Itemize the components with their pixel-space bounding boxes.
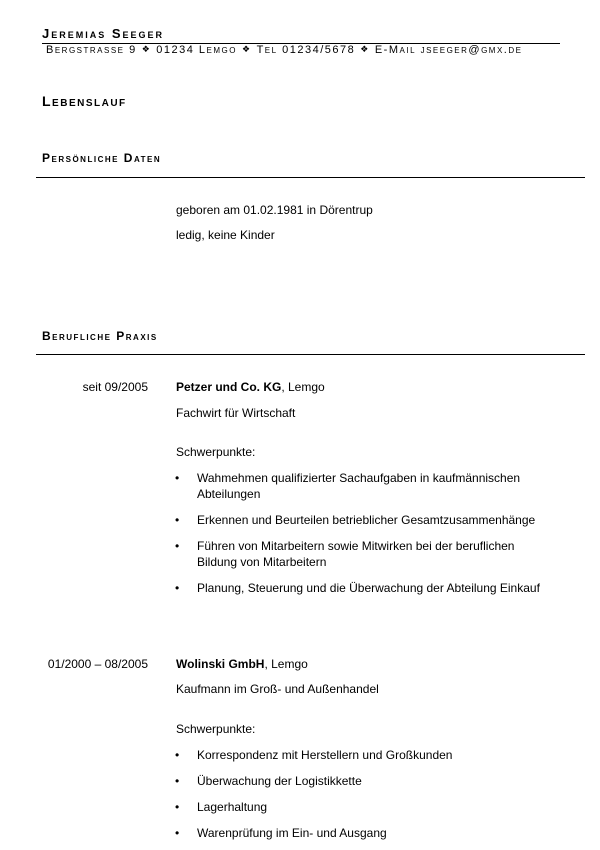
focus-item: Wahmehmen qualifizierter Sachaufgaben in kaufmännischen Abteilungen (197, 471, 521, 501)
contact-city: 01234 Lemgo (156, 44, 237, 56)
bullet-icon: • (175, 471, 180, 485)
bullet-icon: • (175, 748, 180, 762)
separator-icon: ❖ (242, 44, 252, 54)
bullet-icon: • (175, 774, 180, 788)
family-status: ledig, keine Kinder (176, 228, 275, 242)
focus-label: Schwerpunkte: (176, 722, 256, 736)
entry-location: , Lemgo (264, 657, 308, 671)
bullet-icon: • (175, 539, 180, 553)
entry-role: Kaufmann im Groß- und Außenhandel (176, 682, 379, 696)
focus-item: Warenprüfung im Ein- und Ausgang (197, 826, 387, 840)
contact-street: Bergstrasse 9 (46, 44, 137, 56)
entry-location: , Lemgo (281, 380, 325, 394)
focus-item: Lagerhaltung (197, 800, 268, 814)
focus-item: Korrespondenz mit Herstellern und Großkunden (197, 748, 453, 762)
entry-date: seit 09/2005 (82, 380, 148, 394)
entry-employer (176, 379, 325, 395)
applicant-name: Jeremias Seeger (42, 26, 165, 41)
separator-icon: ❖ (360, 44, 370, 54)
focus-item: Überwachung der Logistikkette (197, 774, 362, 788)
focus-label: Schwerpunkte: (176, 445, 256, 459)
bullet-icon: • (175, 513, 180, 527)
section-title-practice: Berufliche Praxis (42, 329, 158, 343)
bullet-icon: • (175, 800, 180, 814)
contact-email: E-Mail jseeger@gmx.de (374, 44, 523, 56)
contact-phone: Tel 01234/5678 (256, 44, 356, 56)
entry-employer (176, 656, 308, 672)
bullet-icon: • (175, 826, 180, 840)
entry-company: Wolinski GmbH (176, 657, 265, 671)
section-title-personal: Persönliche Daten (42, 151, 162, 165)
section-rule (36, 177, 585, 178)
birth-info: geboren am 01.02.1981 in Dörentrup (176, 203, 373, 217)
contact-line (46, 44, 522, 56)
separator-icon: ❖ (141, 44, 152, 54)
focus-item: Führen von Mitarbeitern sowie Mitwirken bei der beruflichen Bildung von Mitarbeitern (197, 539, 515, 569)
bullet-icon: • (175, 581, 180, 595)
focus-item: Erkennen und Beurteilen betrieblicher Gesamtzusammenhänge (197, 513, 536, 527)
document-title: Lebenslauf (42, 93, 127, 109)
focus-item: Planung, Steuerung und die Überwachung der Abteilung Einkauf (197, 581, 540, 595)
entry-company: Petzer und Co. KG (176, 380, 282, 394)
entry-role: Fachwirt für Wirtschaft (176, 406, 296, 420)
section-rule (36, 354, 585, 355)
entry-date: 01/2000 – 08/2005 (47, 657, 148, 671)
